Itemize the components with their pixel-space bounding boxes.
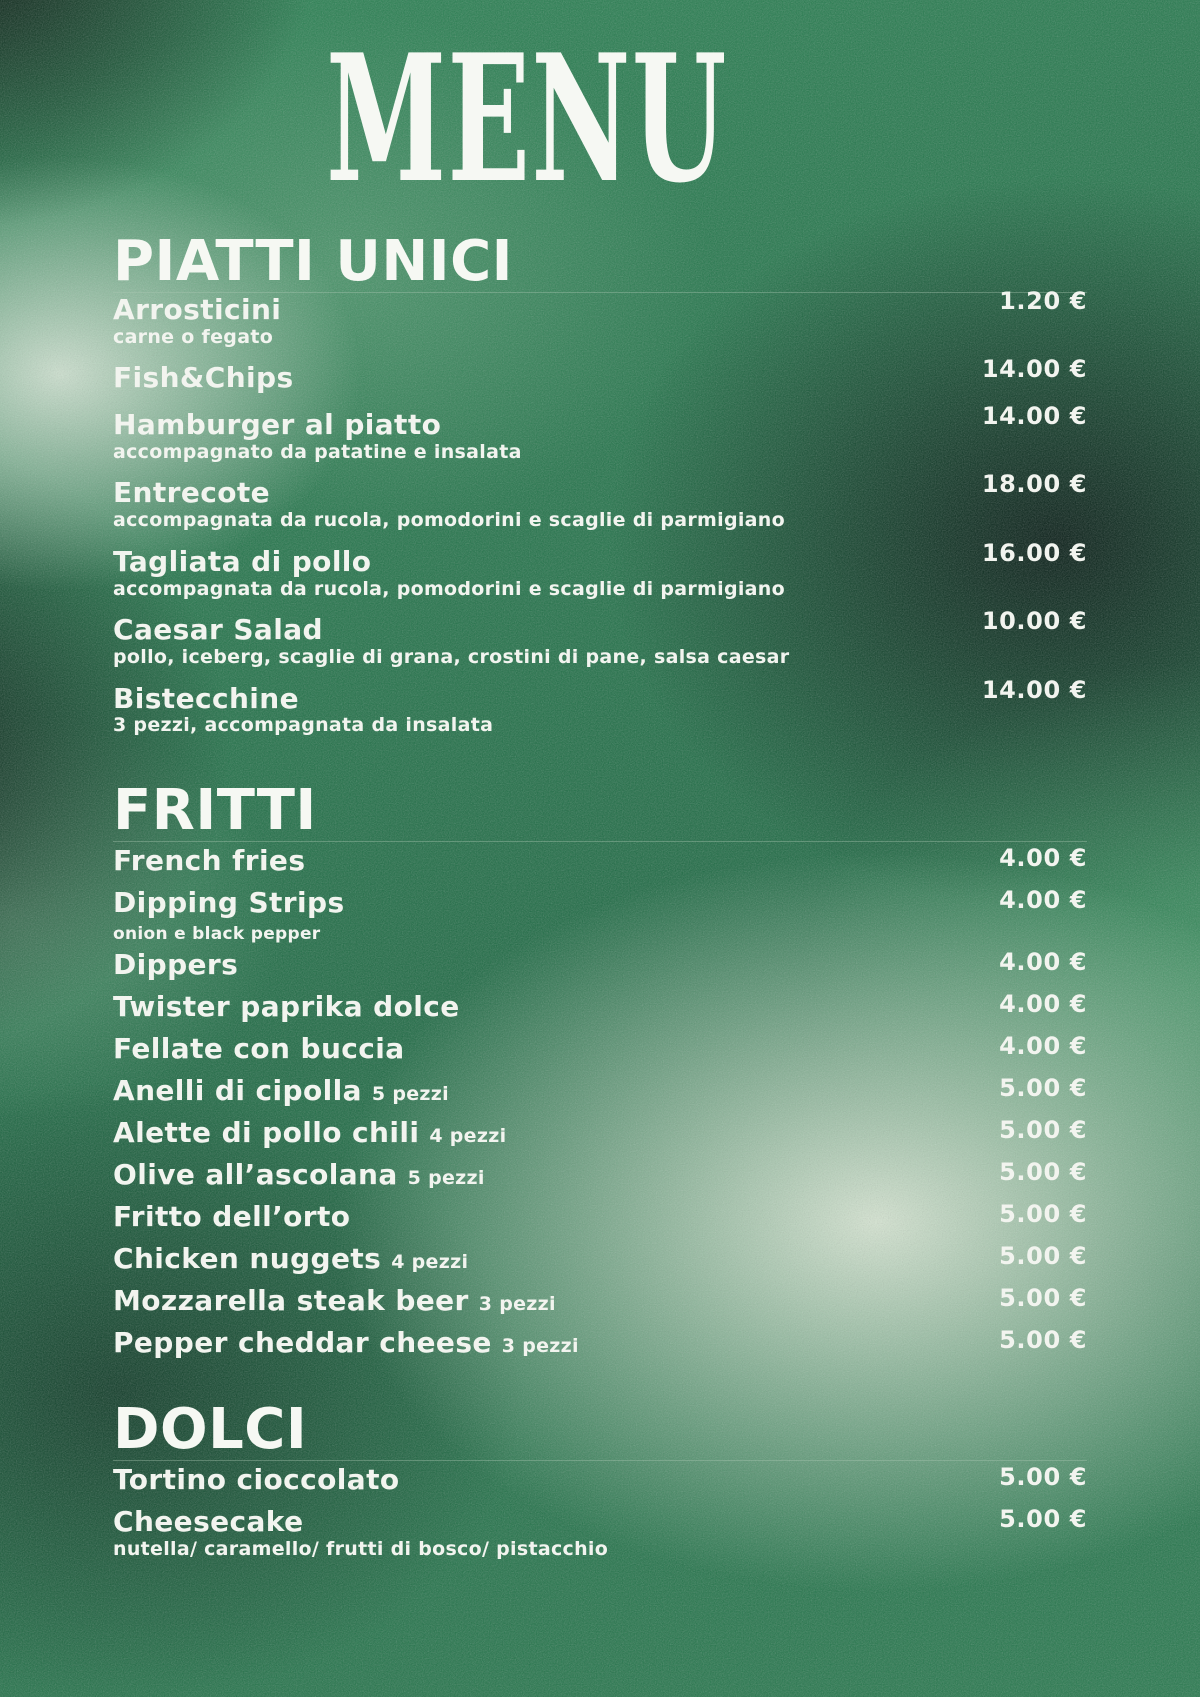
menu-item-line	[113, 842, 1087, 884]
menu-item-name: Fellate con buccia	[113, 1032, 405, 1066]
menu-item-price: 4.00 €	[999, 1032, 1087, 1061]
menu-item-name: Arrosticini	[113, 293, 282, 326]
menu-item	[113, 1324, 1087, 1366]
menu-item-line	[113, 1503, 1087, 1545]
menu-item-name: Tortino cioccolato	[113, 1463, 400, 1497]
menu-item-line	[113, 538, 1087, 579]
menu-item-name: French fries	[113, 844, 306, 878]
menu-item	[113, 884, 1087, 946]
menu-item-line	[113, 1072, 1087, 1114]
menu-item-name: Pepper cheddar cheese	[113, 1326, 492, 1360]
menu-item	[113, 287, 1087, 348]
menu-title-wrap	[40, 17, 1014, 222]
menu-item-price: 5.00 €	[999, 1284, 1087, 1313]
menu-item	[113, 538, 1087, 600]
section-title: DOLCI	[113, 1397, 308, 1463]
menu-item-price: 5.00 €	[999, 1463, 1087, 1492]
menu-item-price: 5.00 €	[999, 1242, 1087, 1271]
menu-item-line	[113, 988, 1087, 1030]
menu-item-price: 14.00 €	[981, 402, 1087, 431]
menu-item-name: Entrecote	[113, 476, 271, 510]
menu-item	[113, 842, 1087, 884]
menu-item-price: 16.00 €	[981, 538, 1087, 567]
menu-item-price: 1.20 €	[999, 287, 1087, 315]
menu-item	[113, 1198, 1087, 1240]
menu-item-quantity: 3 pezzi	[501, 1335, 579, 1358]
menu-item	[113, 402, 1087, 463]
menu-content	[113, 0, 1087, 1561]
menu-item	[113, 1240, 1087, 1282]
menu-item-price: 4.00 €	[999, 990, 1087, 1019]
menu-item-line	[113, 1114, 1087, 1156]
menu-section	[113, 1397, 1087, 1561]
menu-item-name: Fritto dell’orto	[113, 1200, 351, 1234]
menu-item-line	[113, 355, 1087, 395]
menu-sections	[113, 229, 1087, 1561]
menu-item-description: nutella/ caramello/ frutti di bosco/ pistacchio	[113, 1538, 609, 1561]
menu-item-line	[113, 1198, 1087, 1240]
menu-item	[113, 1461, 1087, 1503]
menu-item-quantity: 5 pezzi	[371, 1083, 449, 1106]
menu-item-description: accompagnato da patatine e insalata	[113, 440, 522, 463]
menu-item-price: 18.00 €	[981, 470, 1087, 499]
menu-item-quantity: 3 pezzi	[478, 1293, 556, 1316]
menu-item-name: Anelli di cipolla	[113, 1074, 362, 1108]
menu-item-quantity: 4 pezzi	[429, 1125, 507, 1148]
menu-item-price: 5.00 €	[999, 1505, 1087, 1534]
menu-item	[113, 607, 1087, 668]
menu-item-line	[113, 1324, 1087, 1366]
menu-item-line	[113, 470, 1087, 510]
menu-item	[113, 470, 1087, 532]
menu-item	[113, 1072, 1087, 1114]
menu-item	[113, 1503, 1087, 1561]
menu-item-name: Fish&Chips	[113, 361, 294, 395]
menu-item-price: 4.00 €	[999, 844, 1087, 873]
menu-item-name: Twister paprika dolce	[113, 990, 460, 1024]
menu-item-name: Alette di pollo chili	[113, 1116, 420, 1150]
menu-item-quantity: 4 pezzi	[391, 1251, 469, 1274]
menu-item-line	[113, 402, 1087, 442]
menu-item-name: Olive all’ascolana	[113, 1158, 398, 1192]
menu-item	[113, 1282, 1087, 1324]
menu-item-name: Dippers	[113, 948, 239, 982]
menu-title: MENU	[326, 17, 728, 222]
menu-item-description: pollo, iceberg, scaglie di grana, crostini di pane, salsa caesar	[113, 645, 790, 668]
menu-section	[113, 229, 1087, 737]
menu-item-line	[113, 1240, 1087, 1282]
menu-item	[113, 988, 1087, 1030]
menu-item-price: 14.00 €	[981, 675, 1087, 704]
menu-item-price: 4.00 €	[999, 886, 1087, 915]
menu-item-line	[113, 946, 1087, 988]
menu-item	[113, 1114, 1087, 1156]
menu-item-line	[113, 1030, 1087, 1072]
menu-item-price: 5.00 €	[999, 1200, 1087, 1229]
menu-item	[113, 675, 1087, 737]
menu-item-line	[113, 675, 1087, 716]
menu-item	[113, 1030, 1087, 1072]
menu-item-price: 5.00 €	[999, 1326, 1087, 1355]
menu-item-line	[113, 1156, 1087, 1198]
menu-item-description: onion e black pepper	[113, 924, 321, 945]
menu-item-description: accompagnata da rucola, pomodorini e scaglie di parmigiano	[113, 577, 785, 600]
menu-item-price: 5.00 €	[999, 1074, 1087, 1103]
menu-item	[113, 946, 1087, 988]
menu-item-price: 14.00 €	[981, 355, 1087, 384]
menu-item-description: accompagnata da rucola, pomodorini e scaglie di parmigiano	[113, 509, 785, 532]
menu-item-line	[113, 1282, 1087, 1324]
menu-item-name: Mozzarella steak beer	[113, 1284, 469, 1318]
menu-item-name: Hamburger al piatto	[113, 408, 442, 442]
menu-item-quantity: 5 pezzi	[407, 1167, 485, 1190]
menu-item-description: carne o fegato	[113, 325, 274, 348]
menu-section	[113, 778, 1087, 1366]
menu-item-line	[113, 287, 1087, 327]
menu-item-price: 4.00 €	[999, 948, 1087, 977]
menu-item	[113, 1156, 1087, 1198]
menu-item-description: 3 pezzi, accompagnata da insalata	[113, 714, 494, 737]
menu-item-line	[113, 607, 1087, 647]
menu-item-price: 5.00 €	[999, 1116, 1087, 1145]
menu-item-name: Caesar Salad	[113, 613, 323, 647]
section-title: PIATTI UNICI	[113, 229, 513, 294]
menu-item-name: Bistecchine	[113, 681, 300, 715]
menu-item-name: Dipping Strips	[113, 886, 345, 920]
menu-item-price: 5.00 €	[999, 1158, 1087, 1187]
menu-item-name: Tagliata di pollo	[113, 544, 372, 578]
menu-item-line	[113, 1461, 1087, 1503]
menu-item-name: Cheesecake	[113, 1505, 304, 1539]
menu-item	[113, 355, 1087, 395]
menu-item-name: Chicken nuggets	[113, 1242, 382, 1276]
menu-item-price: 10.00 €	[981, 607, 1087, 636]
menu-item-line	[113, 884, 1087, 926]
section-title: FRITTI	[113, 778, 317, 844]
